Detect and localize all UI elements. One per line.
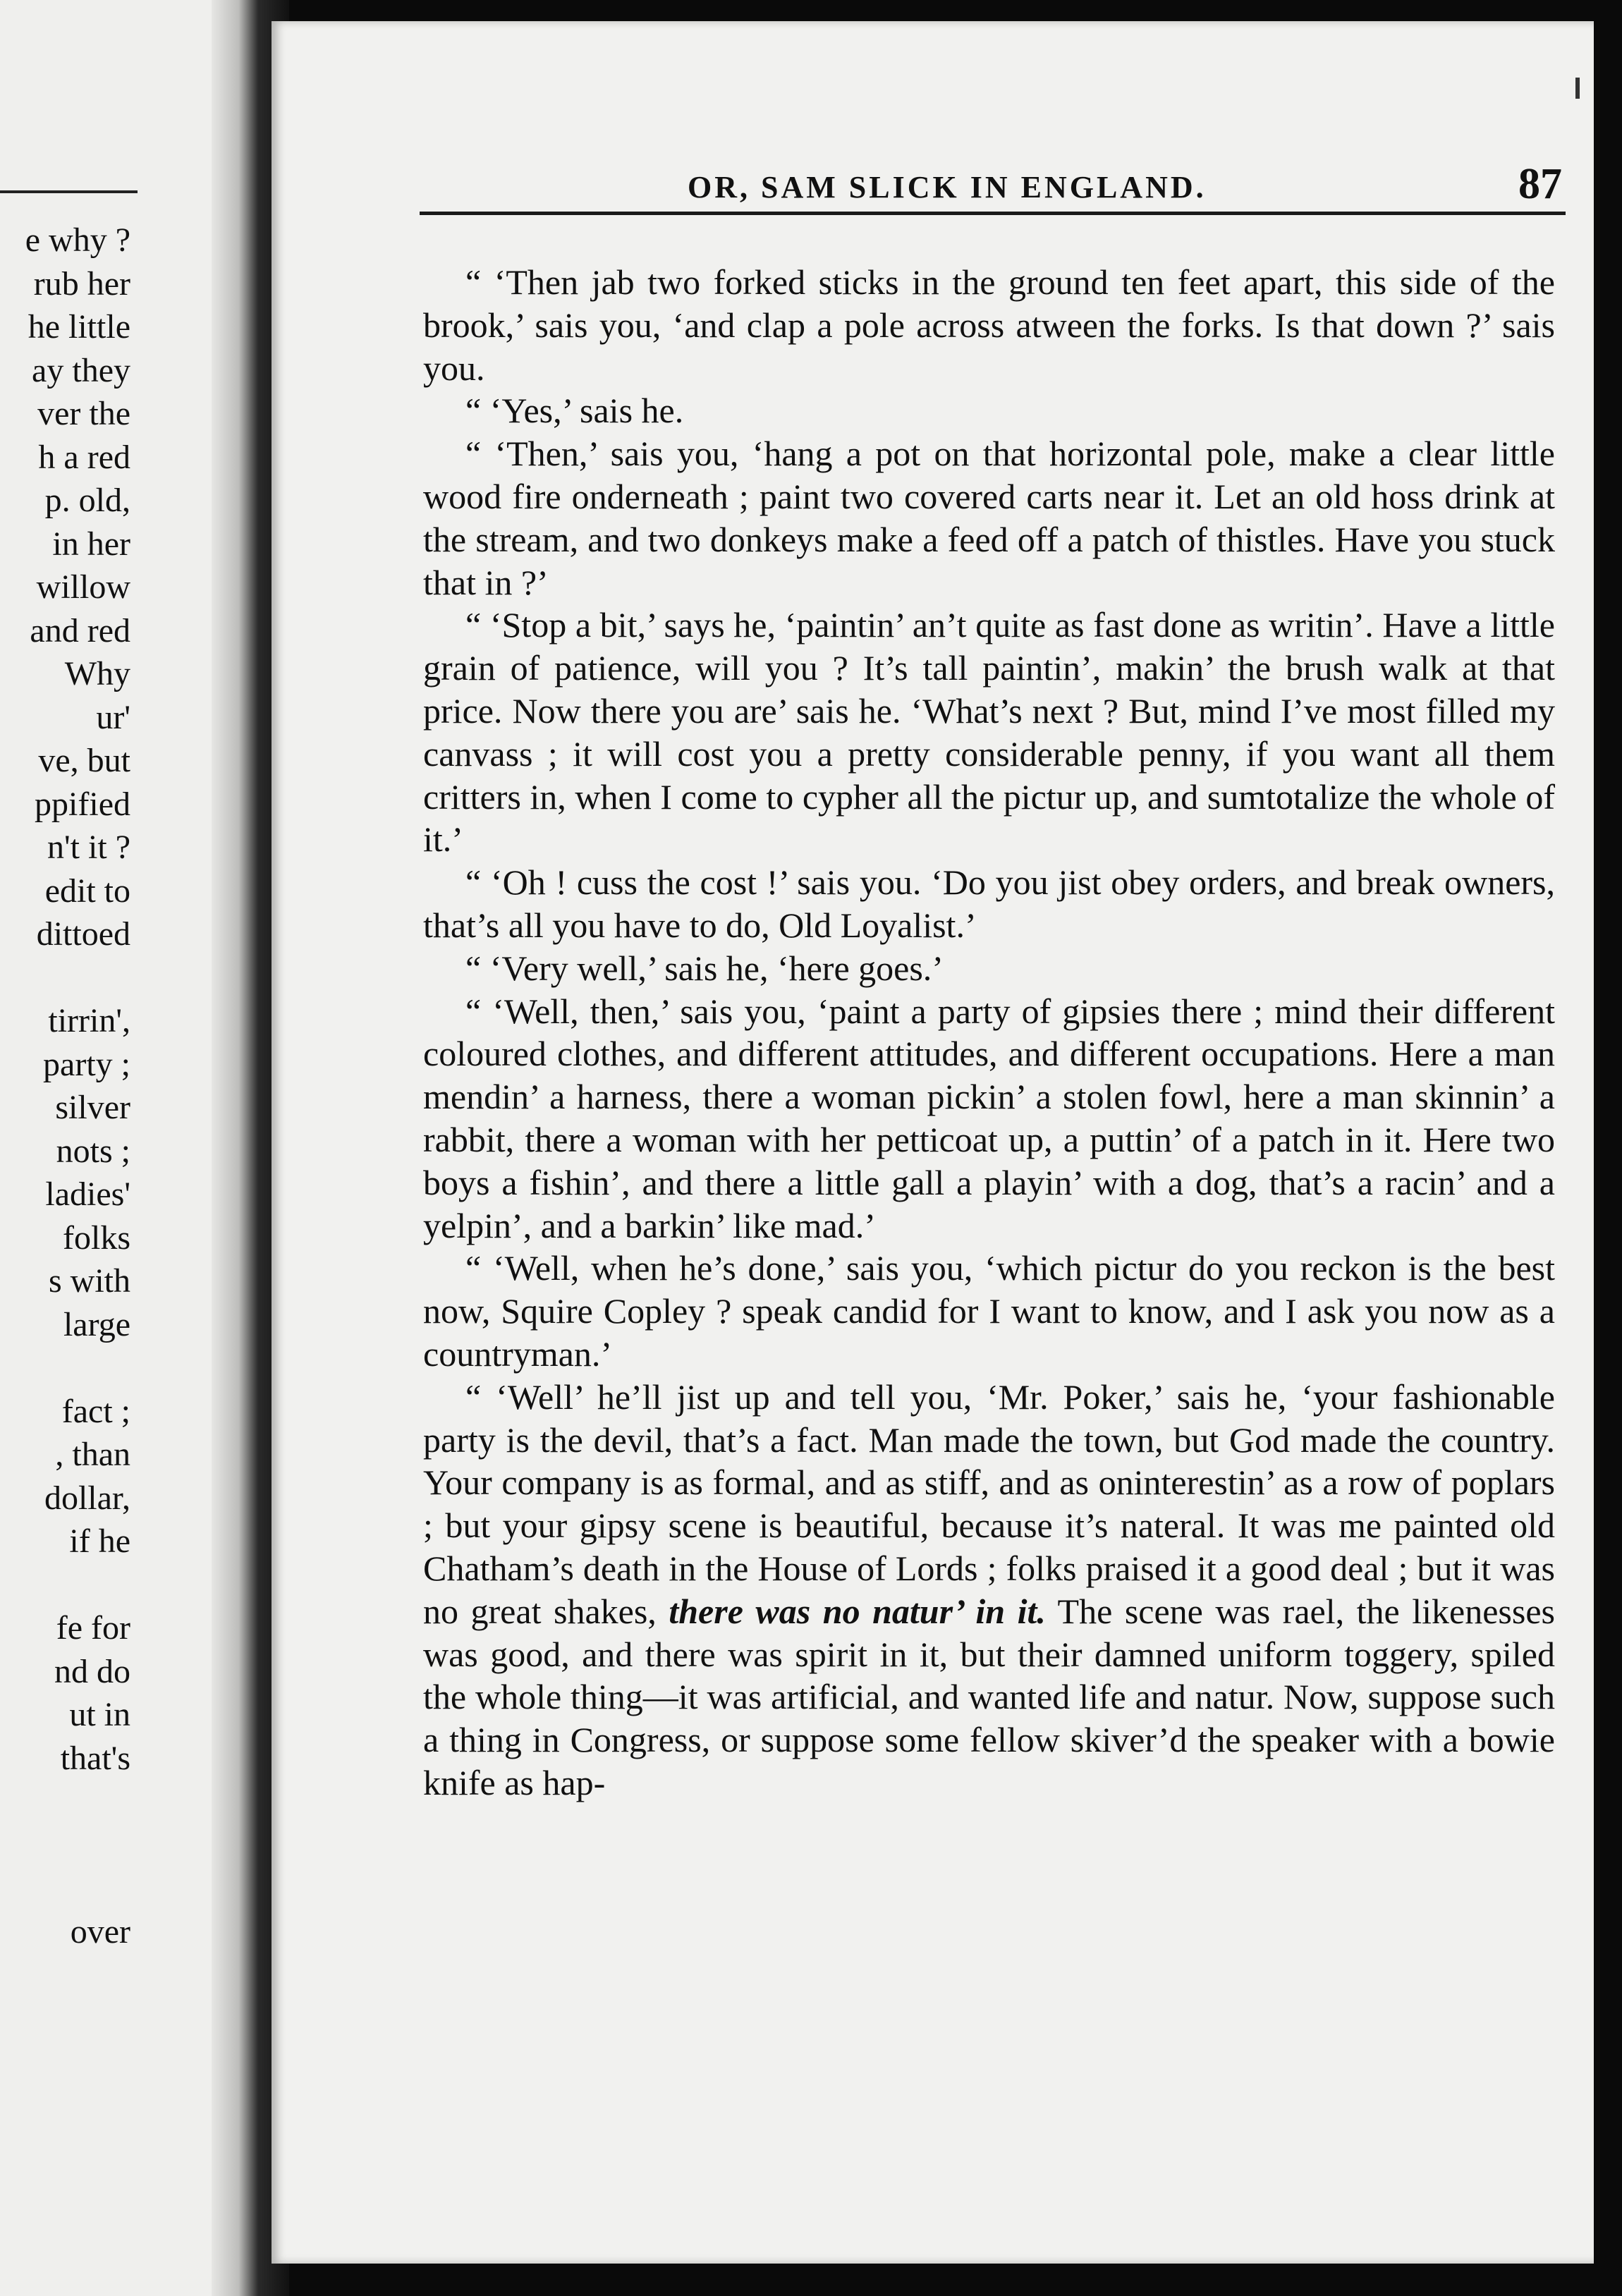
page-header <box>272 160 1594 212</box>
italic-phrase: there was no natur’ in it. <box>669 1591 1046 1631</box>
facing-page-line: n't it ? <box>47 829 130 866</box>
facing-page-line: willow <box>36 568 130 606</box>
facing-page-line: e why ? <box>25 221 130 259</box>
facing-page-line <box>25 1563 130 1607</box>
facing-page-line: in her <box>52 525 130 563</box>
facing-page-line: ver the <box>37 395 130 432</box>
facing-page-line: nots ; <box>56 1132 130 1170</box>
facing-page-line: rub her <box>33 264 130 303</box>
facing-page-text <box>25 219 130 1953</box>
facing-page-line: that's <box>60 1739 130 1777</box>
header-rule <box>420 212 1566 215</box>
facing-page-line: ut in <box>69 1696 130 1733</box>
facing-page-line: folks <box>63 1219 130 1257</box>
facing-page-line: and red <box>30 611 130 649</box>
facing-page-line: fact ; <box>61 1392 130 1430</box>
facing-page-line <box>25 1346 130 1390</box>
facing-page-line <box>25 1867 130 1910</box>
facing-page-line <box>25 1824 130 1867</box>
facing-page-line: h a red <box>38 438 130 476</box>
paragraph: “ ‘Yes,’ sais he. <box>465 391 684 431</box>
page-corner-mark <box>1575 78 1580 99</box>
paragraph-text: The scene was rael, the likenesses was good, and there was spirit in it, but their damned uniform toggery, spiled the whole thing—it was artificial, and wanted life and natur. Now, suppose such a thing in Congress, or suppose some fellow skiver’d the speaker with a bowie knife as hap- <box>423 1591 1555 1802</box>
paragraph: “ ‘Then,’ sais you, ‘hang a pot on that horizontal pole, make a clear little wood fire onderneath ; paint two covered carts near it. Let an old hoss drink at the stream, and two donkeys make a feed off a patch of thistles. Have you stuck that in ?’ <box>423 434 1555 602</box>
facing-page-line: Why <box>64 655 130 692</box>
facing-page-rule <box>0 190 138 193</box>
facing-page-line: ve, but <box>38 742 130 779</box>
facing-page-line: p. old, <box>44 482 130 519</box>
page-body <box>423 261 1555 1805</box>
facing-page-line: silver <box>55 1089 130 1126</box>
facing-page-line: fe for <box>56 1609 130 1647</box>
facing-page-line: ur' <box>96 698 130 736</box>
facing-page-line: over <box>70 1912 130 1950</box>
paragraph: “ ‘Oh ! cuss the cost !’ sais you. ‘Do you jist obey orders, and break owners, that’s all you have to do, Old Loyalist.’ <box>423 862 1555 945</box>
facing-page-line: tirrin', <box>48 1002 130 1039</box>
paragraph: “ ‘Well, when he’s done,’ sais you, ‘which pictur do you reckon is the best now, Squire Copley ? speak candid for I want to know, and I ask you now as a countryman.’ <box>423 1248 1555 1374</box>
facing-page-line <box>25 956 130 1000</box>
paragraph: “ ‘Stop a bit,’ says he, ‘paintin’ an’t quite as fast done as writin’. Have a little grain of patience, will you ? It’s tall paintin’, makin’ the brush walk at that price. Now there you are’ sais he. ‘What’s next ? But, mind I’ve most filled my canvass ; it will cost you a pretty considerable penny, if you want all them critters in, when I come to cypher all the pictur up, and sumtotalize the whole of it.’ <box>423 605 1555 860</box>
facing-page-line: if he <box>69 1522 130 1560</box>
facing-page-line: s with <box>48 1262 130 1300</box>
facing-page-line: ppified <box>35 785 130 823</box>
page-number: 87 <box>1518 160 1562 208</box>
facing-page-line <box>25 1780 130 1824</box>
facing-page-line: large <box>63 1305 130 1343</box>
facing-page-line: he little <box>28 308 130 346</box>
paragraph: “ ‘Well, then,’ sais you, ‘paint a party of gipsies there ; mind their different coloured clothes, and different attitudes, and different occupations. Here a man mendin’ a harness, there a woman pickin’ a stolen fowl, here a man skinnin’ a rabbit, there a woman with her petticoat up, a puttin’ of a patch in it. Here two boys a fishin’, and there a little gall a playin’ with a dog, that’s a racin’ and a yelpin’, and a barkin’ like mad.’ <box>423 991 1555 1245</box>
facing-page-line: ladies' <box>45 1176 130 1213</box>
facing-page-line: dollar, <box>44 1479 130 1517</box>
paragraph <box>423 1376 1555 1805</box>
facing-page-line: party ; <box>43 1045 130 1083</box>
facing-page-line: ay they <box>32 351 130 389</box>
paragraph-text: “ ‘Well’ he’ll jist up and tell you, ‘Mr. Poker,’ sais he, ‘your fashionable party is the devil, that’s a fact. Man made the town, but God made the country. Your company is as formal, and as stiff, and as oninterestin’ as a row of poplars ; but your gipsy scene is beautiful, because it’s nateral. It was me painted old Chatham’s death in the House of Lords ; folks praised it a good deal ; but it was no great shakes, <box>423 1376 1555 1631</box>
paragraph: “ ‘Then jab two forked sticks in the ground ten feet apart, this side of the brook,’ sais you, ‘and clap a pole across atween the forks. Is that down ?’ sais you. <box>423 262 1555 388</box>
facing-page-line: , than <box>55 1436 130 1473</box>
book-page <box>272 21 1594 2264</box>
running-title: OR, SAM SLICK IN ENGLAND. <box>688 170 1207 204</box>
facing-page-line: nd do <box>54 1652 130 1690</box>
facing-page-line: edit to <box>44 872 130 910</box>
paragraph: “ ‘Very well,’ sais he, ‘here goes.’ <box>465 948 944 988</box>
facing-page-line: dittoed <box>36 915 130 953</box>
